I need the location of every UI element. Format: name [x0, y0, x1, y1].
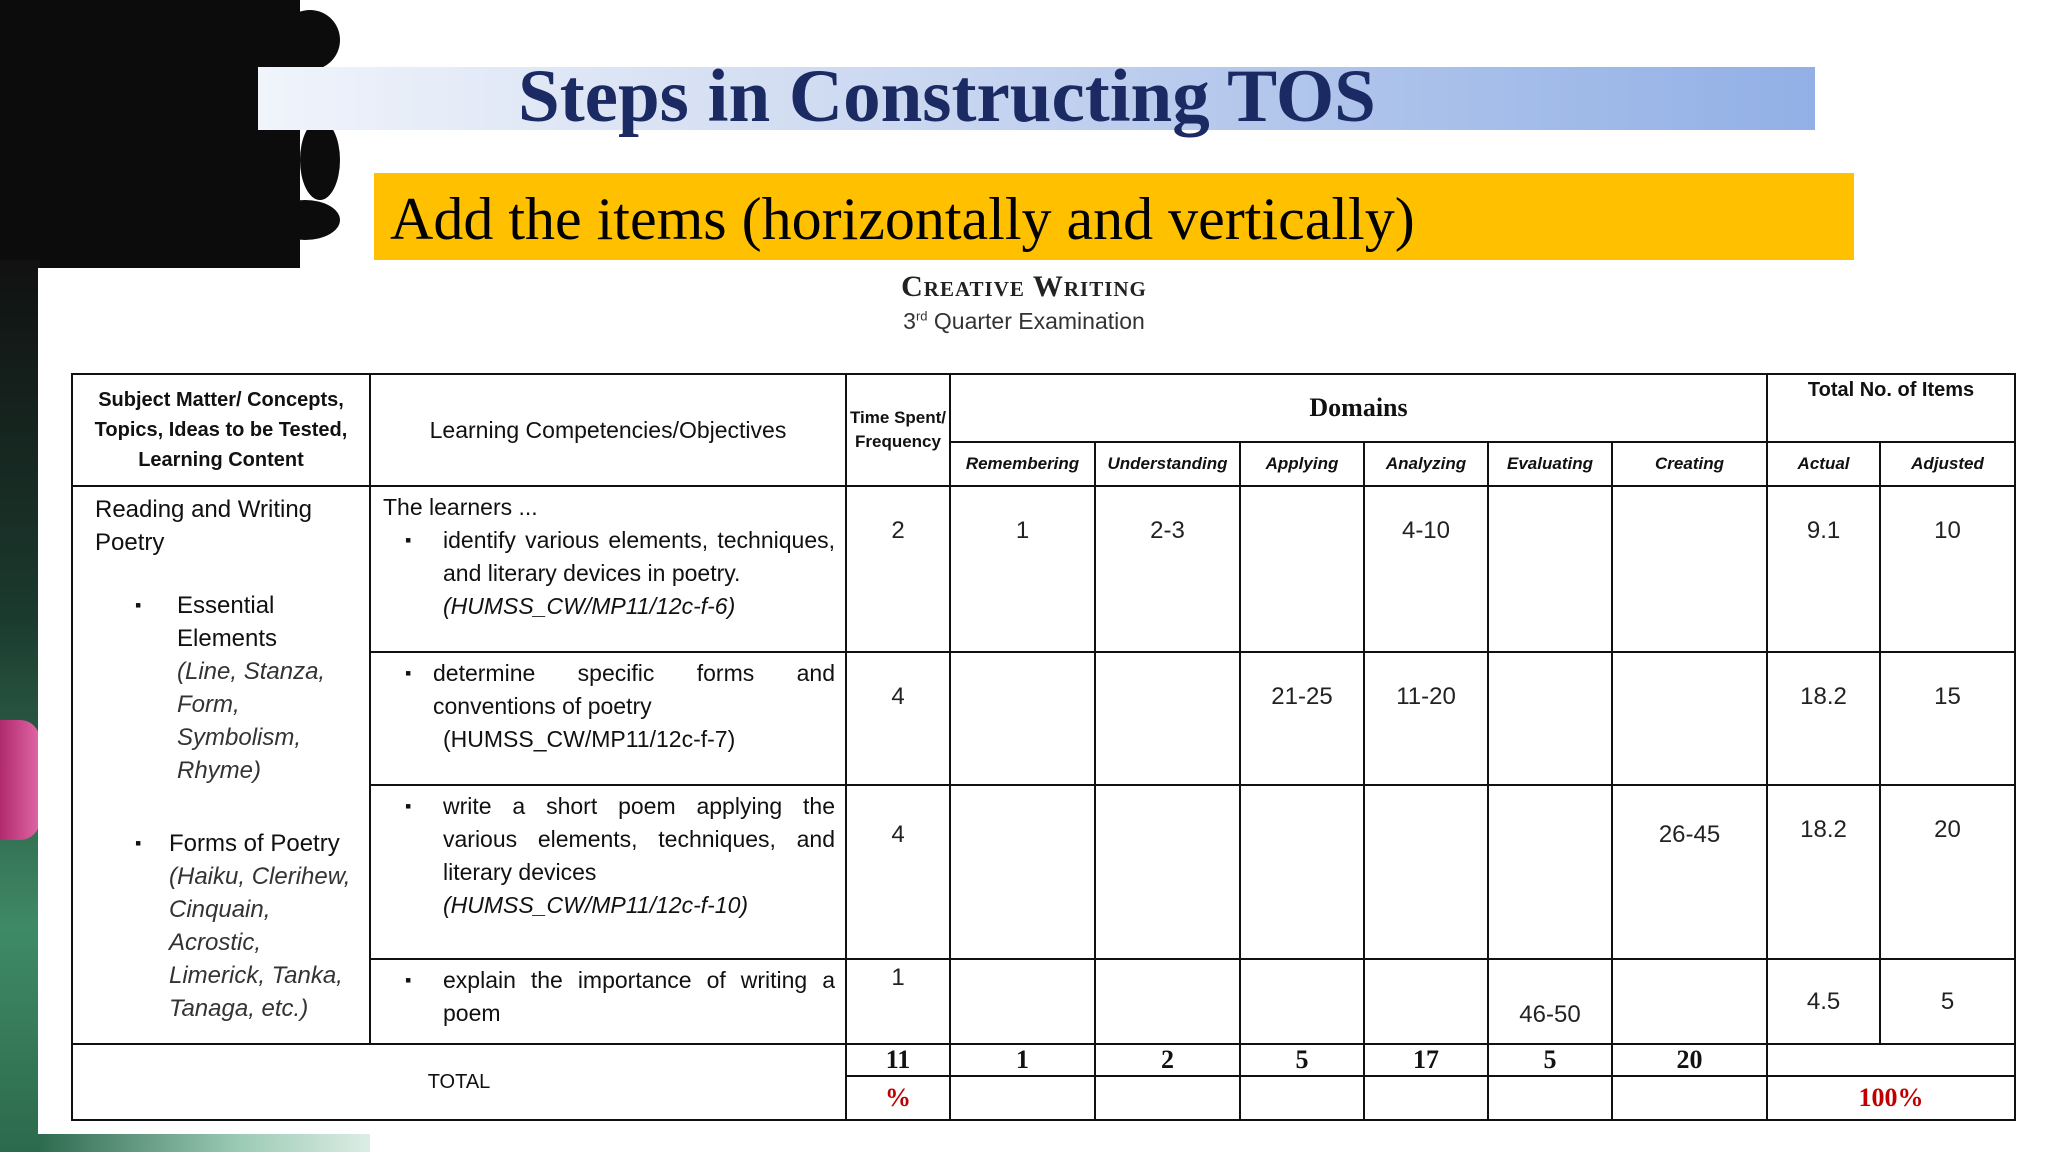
subject-item-title: Forms of Poetry	[169, 830, 340, 857]
percent-cell	[950, 1076, 1095, 1120]
applying-cell	[1240, 959, 1364, 1044]
percent-total: 100%	[1767, 1076, 2015, 1120]
adjusted-cell: 15	[1880, 652, 2015, 785]
percent-cell	[1488, 1076, 1612, 1120]
header-subject: Subject Matter/ Concepts, Topics, Ideas to be Tested, Learning Content	[72, 374, 370, 486]
understanding-cell: 2-3	[1095, 486, 1240, 652]
adjusted-cell: 20	[1880, 785, 2015, 959]
subject-main: Reading and Writing Poetry	[95, 496, 313, 556]
subject-item-title: Essential Elements	[177, 592, 278, 652]
percent-cell	[1612, 1076, 1767, 1120]
total-creating: 20	[1612, 1044, 1767, 1076]
competency-lead: The learners ...	[383, 494, 538, 520]
percent-cell	[1095, 1076, 1240, 1120]
subject-cell	[72, 486, 370, 1044]
understanding-cell	[1095, 652, 1240, 785]
competency-text: explain the importance of writing a poem	[443, 967, 835, 1026]
applying-cell	[1240, 785, 1364, 959]
time-cell: 4	[846, 785, 950, 959]
analyzing-cell	[1364, 959, 1488, 1044]
competency-code: (HUMSS_CW/MP11/12c-f-10)	[443, 892, 749, 918]
competency-text: determine specific forms and conventions of poetry	[433, 660, 835, 719]
header-time: Time Spent/ Frequency	[846, 374, 950, 486]
applying-cell	[1240, 486, 1364, 652]
subject-item-detail: (Line, Stanza, Form, Symbolism, Rhyme)	[177, 658, 326, 784]
total-evaluating: 5	[1488, 1044, 1612, 1076]
header-understanding: Understanding	[1095, 442, 1240, 486]
competency-text: write a short poem applying the various elements, techniques, and literary devices	[443, 793, 835, 885]
percent-cell	[1240, 1076, 1364, 1120]
document-title: Creative Writing	[901, 270, 1147, 303]
analyzing-cell: 11-20	[1364, 652, 1488, 785]
evaluating-cell	[1488, 785, 1612, 959]
creating-cell	[1612, 959, 1767, 1044]
time-cell: 2	[846, 486, 950, 652]
understanding-cell	[1095, 959, 1240, 1044]
time-cell: 1	[846, 959, 950, 1044]
total-analyzing: 17	[1364, 1044, 1488, 1076]
percent-label: %	[846, 1076, 950, 1120]
competency-cell: ▪ explain the importance of writing a poem	[370, 959, 846, 1044]
total-label: TOTAL	[72, 1044, 846, 1120]
total-row	[72, 1044, 2015, 1076]
actual-cell: 18.2	[1767, 785, 1880, 959]
applying-cell: 21-25	[1240, 652, 1364, 785]
actual-cell: 9.1	[1767, 486, 1880, 652]
understanding-cell	[1095, 785, 1240, 959]
remembering-cell	[950, 959, 1095, 1044]
subject-item: ▪ Essential Elements (Line, Stanza, Form, Symbolism, Rhyme)	[135, 592, 326, 784]
total-understanding: 2	[1095, 1044, 1240, 1076]
total-remembering: 1	[950, 1044, 1095, 1076]
percent-cell	[1364, 1076, 1488, 1120]
header-domains: Domains	[950, 374, 1767, 442]
competency-code: (HUMSS_CW/MP11/12c-f-6)	[443, 593, 736, 619]
tos-table	[71, 373, 2016, 1121]
header-total-items: Total No. of Items	[1767, 374, 2015, 442]
competency-cell: ▪ determine specific forms and conventions of poetry (HUMSS_CW/MP11/12c-f-7)	[370, 652, 846, 785]
evaluating-cell	[1488, 652, 1612, 785]
document-subtitle: 3rd Quarter Examination	[903, 308, 1145, 334]
table-row	[72, 486, 2015, 652]
slide-subtitle: Add the items (horizontally and vertically)	[390, 186, 1415, 252]
analyzing-cell	[1364, 785, 1488, 959]
remembering-cell	[950, 652, 1095, 785]
slide-title: Steps in Constructing TOS	[518, 55, 1376, 138]
total-time: 11	[846, 1044, 950, 1076]
creating-cell: 26-45	[1612, 785, 1767, 959]
creating-cell	[1612, 486, 1767, 652]
actual-cell: 18.2	[1767, 652, 1880, 785]
remembering-cell	[950, 785, 1095, 959]
header-analyzing: Analyzing	[1364, 442, 1488, 486]
header-creating: Creating	[1612, 442, 1767, 486]
header-evaluating: Evaluating	[1488, 442, 1612, 486]
creating-cell	[1612, 652, 1767, 785]
header-applying: Applying	[1240, 442, 1364, 486]
header-adjusted: Adjusted	[1880, 442, 2015, 486]
subject-item-detail: (Haiku, Clerihew, Cinquain, Acrostic, Limerick, Tanka, Tanaga, etc.)	[169, 863, 351, 1022]
header-actual: Actual	[1767, 442, 1880, 486]
remembering-cell: 1	[950, 486, 1095, 652]
total-applying: 5	[1240, 1044, 1364, 1076]
analyzing-cell: 4-10	[1364, 486, 1488, 652]
adjusted-cell: 5	[1880, 959, 2015, 1044]
header-remembering: Remembering	[950, 442, 1095, 486]
time-cell: 4	[846, 652, 950, 785]
evaluating-cell	[1488, 486, 1612, 652]
competency-text: identify various elements, techniques, and literary devices in poetry.	[443, 527, 835, 586]
competency-cell: The learners ... ▪ identify various elements, techniques, and literary devices in poetry. (HUMSS_CW/MP11/12c-f-6)	[370, 486, 846, 652]
evaluating-cell: 46-50	[1488, 959, 1612, 1044]
adjusted-cell: 10	[1880, 486, 2015, 652]
competency-code: (HUMSS_CW/MP11/12c-f-7)	[443, 726, 736, 752]
total-items-empty	[1767, 1044, 2015, 1076]
header-competencies: Learning Competencies/Objectives	[370, 374, 846, 486]
subject-item: ▪ Forms of Poetry (Haiku, Clerihew, Cinquain, Acrostic, Limerick, Tanka, Tanaga, etc.)	[135, 830, 351, 1022]
actual-cell: 4.5	[1767, 959, 1880, 1044]
competency-cell: ▪ write a short poem applying the various elements, techniques, and literary devices (HUMSS_CW/MP11/12c-f-10)	[370, 785, 846, 959]
